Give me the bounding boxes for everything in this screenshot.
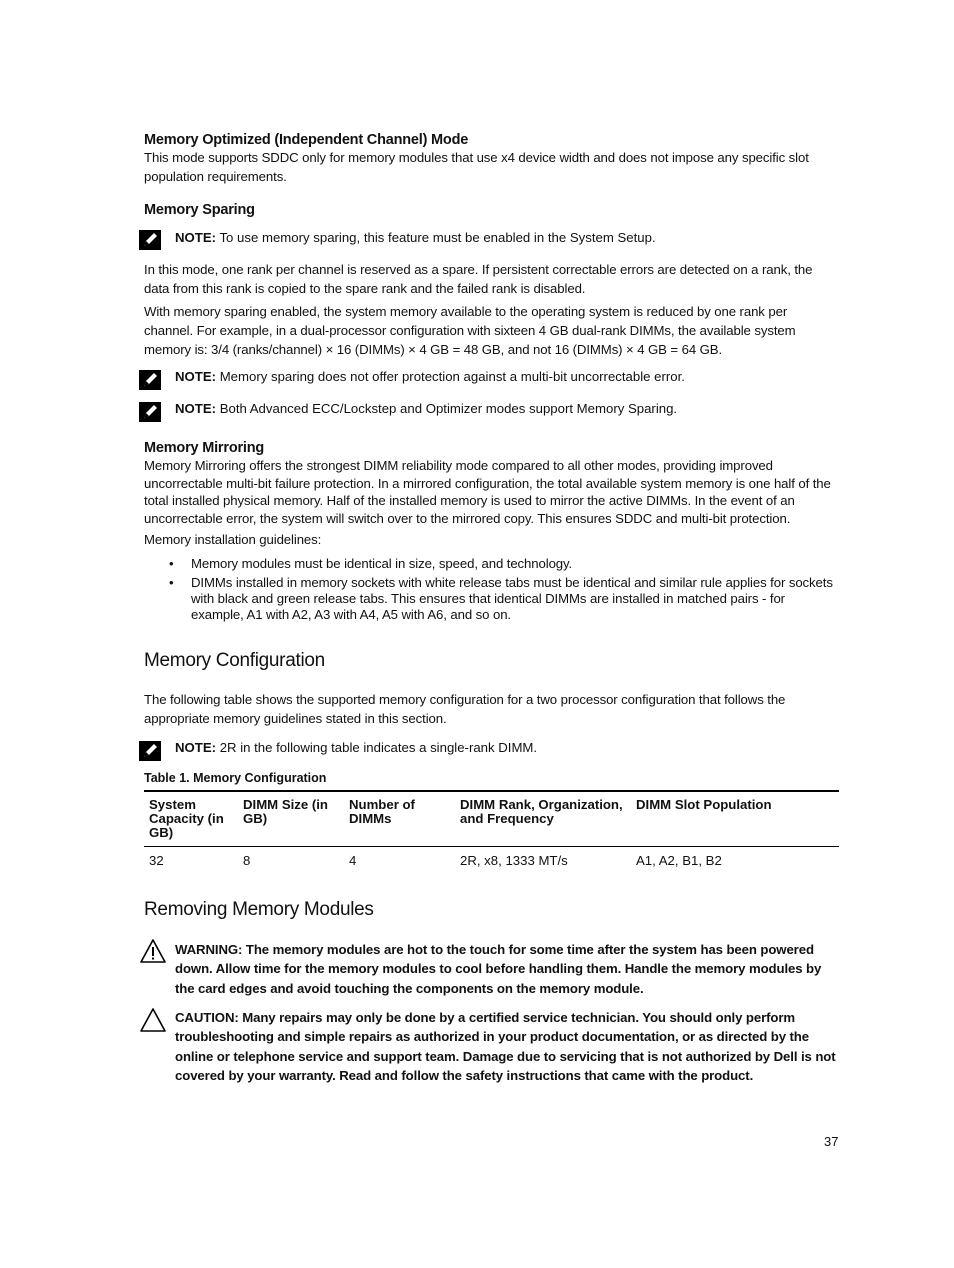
note-text: To use memory sparing, this feature must be enabled in the System Setup. [216,230,656,245]
column-header: DIMM Rank, Organization, and Frequency [460,797,623,826]
table-cell: 2R, x8, 1333 MT/s [460,852,568,868]
column-header: DIMM Slot Population [636,797,772,812]
note-pencil-icon [139,230,161,250]
configuration-body: The following table shows the supported memory configuration for a two processor configuration that follows the appropriate memory guidelines stated in this section. [144,692,786,726]
table-cell: 32 [149,852,164,868]
mirroring-heading: Memory Mirroring [144,440,265,456]
note-text: 2R in the following table indicates a single-rank DIMM. [216,740,538,755]
note-pencil-icon [139,741,161,761]
memory-config-table [144,790,839,874]
bullet-icon: • [169,556,174,571]
sparing-note-2 [175,368,685,386]
column-header: System Capacity (in GB) [149,797,224,840]
table-row [144,846,839,874]
optimized-heading: Memory Optimized (Independent Channel) Mode [144,132,469,148]
note-label: NOTE: [175,230,217,245]
table-cell: 4 [349,852,357,868]
note-label: NOTE: [175,740,217,755]
sparing-para-2: With memory sparing enabled, the system memory available to the operating system is reduced by one rank per channel. For example, in a dual-processor configuration with sixteen 4 GB dual-rank DIMMs, the available system memory is: 3/4 (ranks/channel) × 16 (DIMMs) × 4 GB = 48 GB, and not 16 (DIMMs) × 4 GB = 64 GB. [144,304,796,357]
configuration-heading: Memory Configuration [144,650,325,671]
caution-text: CAUTION: Many repairs may only be done by a certified service technician. You should only perform troubleshooting and simple repairs as authorized in your product documentation, or as directed by the online or telephone service and support team. Damage due to servicing that is not authorized by Dell is not covered by your warranty. Read and follow the safety instructions that came with the product. [175,1010,836,1083]
column-header: DIMM Size (in GB) [243,797,328,826]
warning-icon [139,938,167,964]
table-cell: A1, A2, B1, B2 [636,852,722,868]
list-item [144,555,834,574]
sparing-note-1 [175,229,656,247]
column-header: Number of DIMMs [349,797,415,826]
list-item [144,575,834,623]
mirroring-body: Memory Mirroring offers the strongest DIMM reliability mode compared to all other modes, providing improved uncorrectable multi-bit failure protection. In a mirrored configuration, the total available system memory is one half of the total installed physical memory. Half of the installed memory is used to mirror the active DIMMs. In the event of an uncorrectable error, the system will switch over to the mirrored copy. This ensures SDDC and multi-bit protection. [144,458,831,526]
sparing-note-3 [175,400,677,418]
table-cell: 8 [243,852,251,868]
guidelines-intro: Memory installation guidelines: [144,532,322,547]
note-pencil-icon [139,370,161,390]
configuration-note [175,739,537,757]
guidelines-list [144,555,834,623]
sparing-heading: Memory Sparing [144,202,255,218]
table-header-row [144,791,839,846]
note-label: NOTE: [175,401,217,416]
note-label: NOTE: [175,369,217,384]
bullet-text: DIMMs installed in memory sockets with white release tabs must be identical and similar rule applies for sockets with black and green release tabs. This ensures that identical DIMMs are installed in matched pairs - for example, A1 with A2, A3 with A4, A5 with A6, and so on. [191,574,833,622]
removing-heading: Removing Memory Modules [144,899,374,920]
optimized-body: This mode supports SDDC only for memory modules that use x4 device width and does not impose any specific slot population requirements. [144,150,809,184]
note-text: Both Advanced ECC/Lockstep and Optimizer modes support Memory Sparing. [216,401,678,416]
bullet-icon: • [169,574,174,590]
caution-icon [139,1007,167,1033]
page-number: 37 [824,1134,839,1149]
warning-text: WARNING: The memory modules are hot to the touch for some time after the system has been powered down. Allow time for the memory modules to cool before handling them. Handle the memory modules by the card edges and avoid touching the components on the memory module. [175,942,822,996]
table-caption: Table 1. Memory Configuration [144,771,327,785]
note-pencil-icon [139,402,161,422]
sparing-para-1: In this mode, one rank per channel is reserved as a spare. If persistent correctable errors are detected on a rank, the data from this rank is copied to the spare rank and the failed rank is disabled. [144,262,813,296]
bullet-text: Memory modules must be identical in size, speed, and technology. [191,556,573,571]
note-text: Memory sparing does not offer protection against a multi-bit uncorrectable error. [216,369,685,384]
